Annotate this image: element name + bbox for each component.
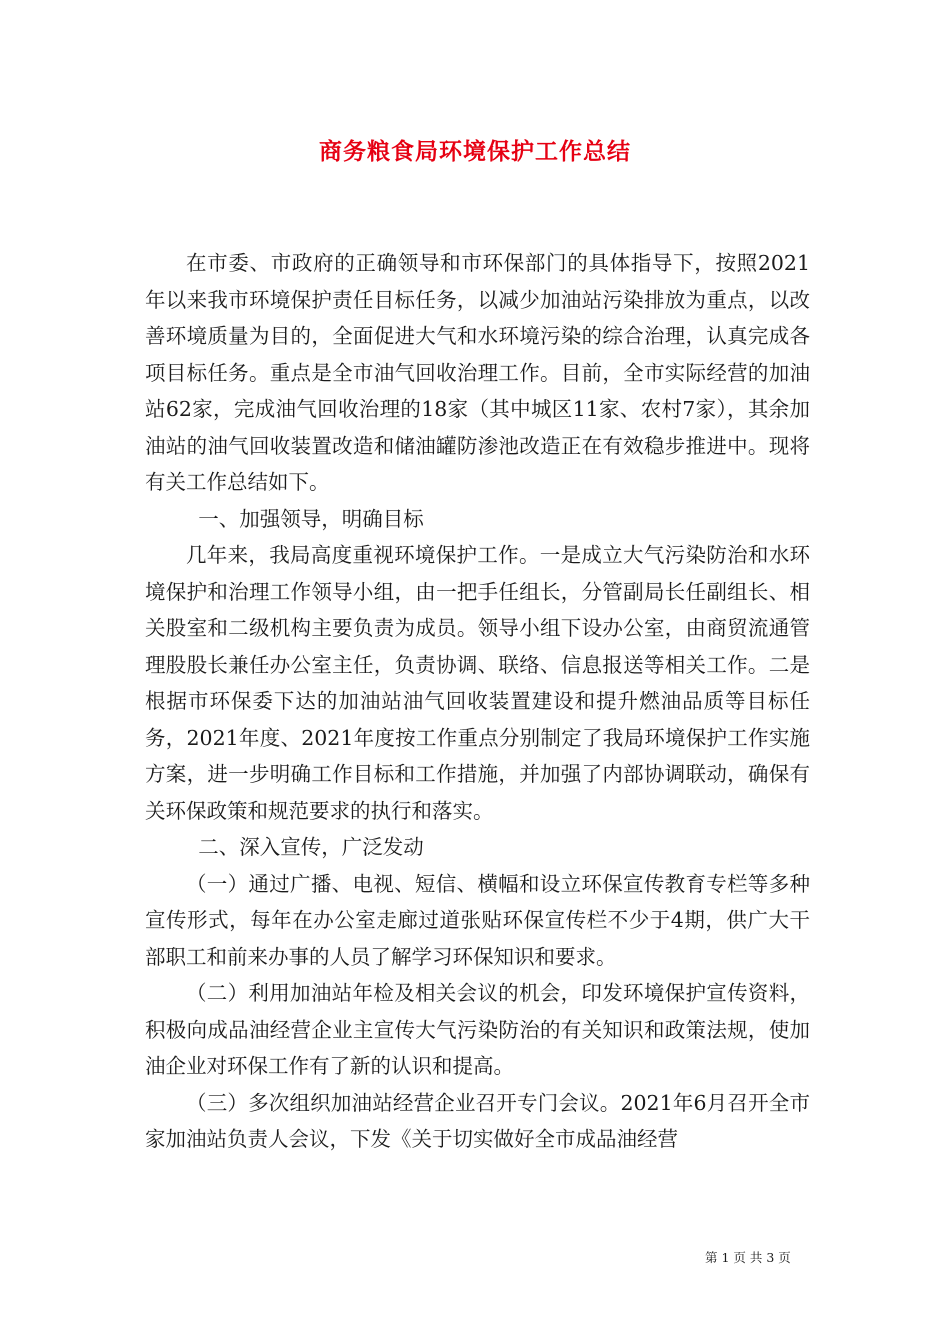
page-number: 第 1 页 共 3 页 — [705, 1250, 791, 1265]
document-title: 商务粮食局环境保护工作总结 — [319, 139, 631, 165]
paragraph-item-2: （二）利用加油站年检及相关会议的机会，印发环境保护宣传资料，积极向成品油经营企业主宣传大气污染防治的有关知识和政策法规，使加油企业对环保工作有了新的认识和提高。 — [145, 981, 810, 1078]
section-heading-2: 二、深入宣传，广泛发动 — [198, 835, 424, 859]
section-heading-1: 一、加强领导，明确目标 — [198, 506, 424, 531]
paragraph-section-1: 几年来，我局高度重视环境保护工作。一是成立大气污染防治和水环境保护和治理工作领导小组，由一把手任组长，分管副局长任副组长、相关股室和二级机构主要负责为成员。领导小组下设办公室，由商贸流通管理股股长兼任办公室主任，负责协调、联络、信息报送等相关工作。二是根据市环保委下达的加油站油气回收装置建设和提升燃油品质等目标任务，2021年度、2021年度按工作重点分别制定了我局环境保护工作实施方案，进一步明确工作目标和工作措施，并加强了内部协调联动，确保有关环保政策和规范要求的执行和落实。 — [145, 543, 810, 823]
paragraph-item-1: （一）通过广播、电视、短信、横幅和设立环保宣传教育专栏等多种宣传形式，每年在办公室走廊过道张贴环保宣传栏不少于4期，供广大干部职工和前来办事的人员了解学习环保知识和要求。 — [145, 871, 810, 969]
document-body — [145, 245, 810, 1158]
paragraph-intro: 在市委、市政府的正确领导和市环保部门的具体指导下，按照2021年以来我市环境保护责任目标任务，以减少加油站污染排放为重点，以改善环境质量为目的，全面促进大气和水环境污染的综合治理，认真完成各项目标任务。重点是全市油气回收治理工作。目前，全市实际经营的加油站62家，完成油气回收治理的18家（其中城区11家、农村7家），其余加油站的油气回收装置改造和储油罐防渗池改造正在有效稳步推进中。现将有关工作总结如下。 — [145, 251, 810, 494]
paragraph-item-3: （三）多次组织加油站经营企业召开专门会议。2021年6月召开全市家加油站负责人会议，下发《关于切实做好全市成品油经营 — [145, 1090, 810, 1151]
